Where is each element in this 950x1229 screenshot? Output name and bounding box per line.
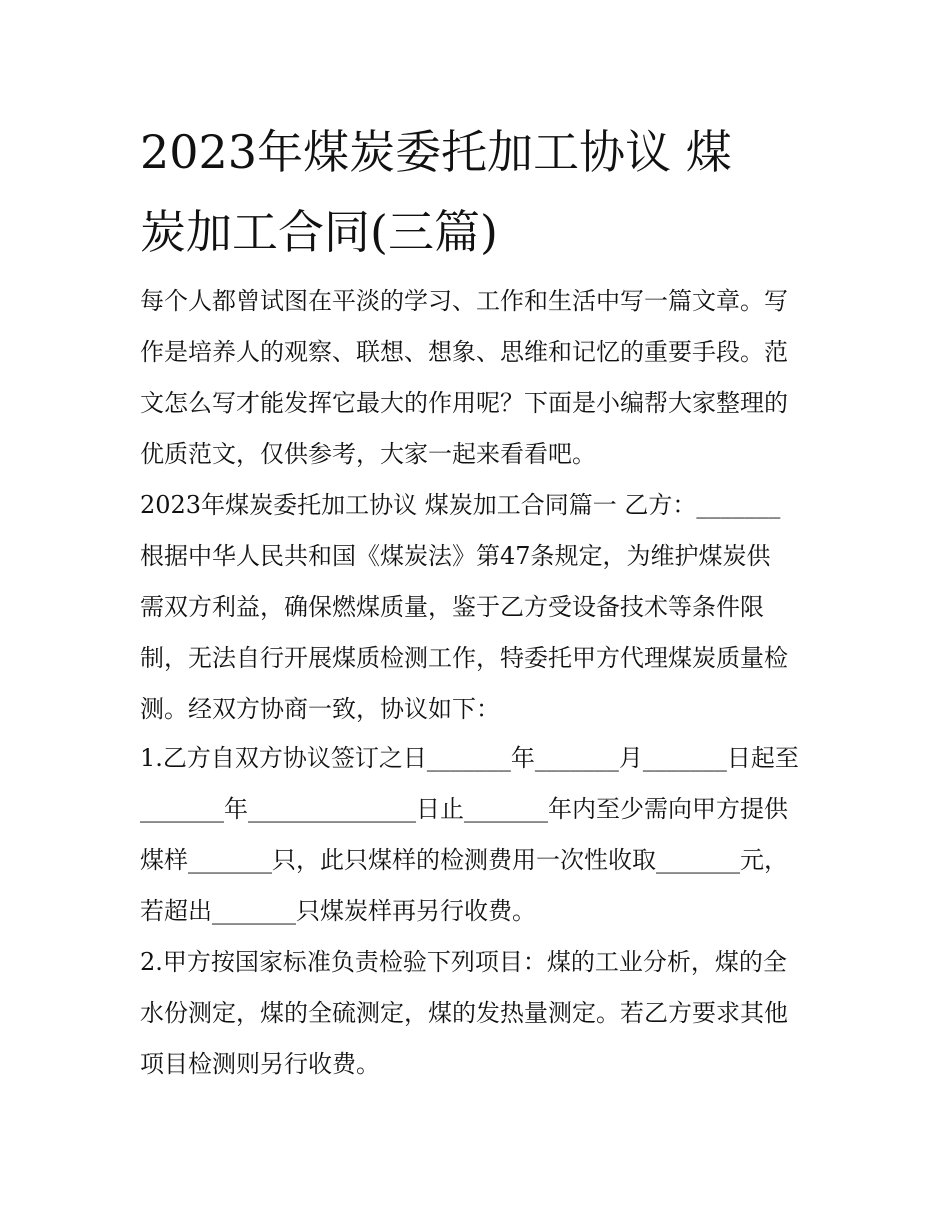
clause1-line-3: 煤样_______只，此只煤样的检测费用一次性收取_______元， — [140, 846, 788, 874]
clause2-line-3: 项目检测则另行收费。 — [140, 1050, 380, 1078]
title-line-1: 2023年煤炭委托加工协议 煤 — [140, 125, 732, 179]
clause1-line-1: 1.乙方自双方协议签订之日_______年_______月_______日起至 — [140, 744, 799, 772]
intro-line-1: 每个人都曾试图在平淡的学习、工作和生活中写一篇文章。写 — [140, 287, 788, 315]
section-line-4: 制，无法自行开展煤质检测工作，特委托甲方代理煤炭质量检 — [140, 644, 788, 672]
clause1-line-4: 若超出_______只煤炭样再另行收费。 — [140, 897, 536, 925]
title-line-2: 炭加工合同(三篇) — [140, 205, 498, 259]
intro-line-3: 文怎么写才能发挥它最大的作用呢？下面是小编帮大家整理的 — [140, 389, 788, 417]
clause1-line-2: _______年______________日止_______年内至少需向甲方提供 — [140, 795, 788, 823]
section-line-2: 根据中华人民共和国《煤炭法》第47条规定，为维护煤炭供 — [140, 542, 771, 570]
document-title — [140, 112, 820, 272]
clause-2-paragraph — [140, 937, 820, 1090]
intro-line-2: 作是培养人的观察、联想、想象、思维和记忆的重要手段。范 — [140, 338, 788, 366]
section-line-1: 2023年煤炭委托加工协议 煤炭加工合同篇一 乙方：_______ — [140, 491, 781, 519]
clause-1-paragraph — [140, 733, 820, 937]
section-line-5: 测。经双方协商一致，协议如下： — [140, 695, 500, 723]
intro-paragraph — [140, 276, 820, 480]
clause2-line-2: 水份测定，煤的全硫测定，煤的发热量测定。若乙方要求其他 — [140, 999, 788, 1027]
clause2-line-1: 2.甲方按国家标准负责检验下列项目：煤的工业分析，煤的全 — [140, 948, 787, 976]
section-line-3: 需双方利益，确保燃煤质量，鉴于乙方受设备技术等条件限 — [140, 593, 764, 621]
intro-line-4: 优质范文，仅供参考，大家一起来看看吧。 — [140, 440, 596, 468]
section-one-paragraph — [140, 480, 820, 735]
